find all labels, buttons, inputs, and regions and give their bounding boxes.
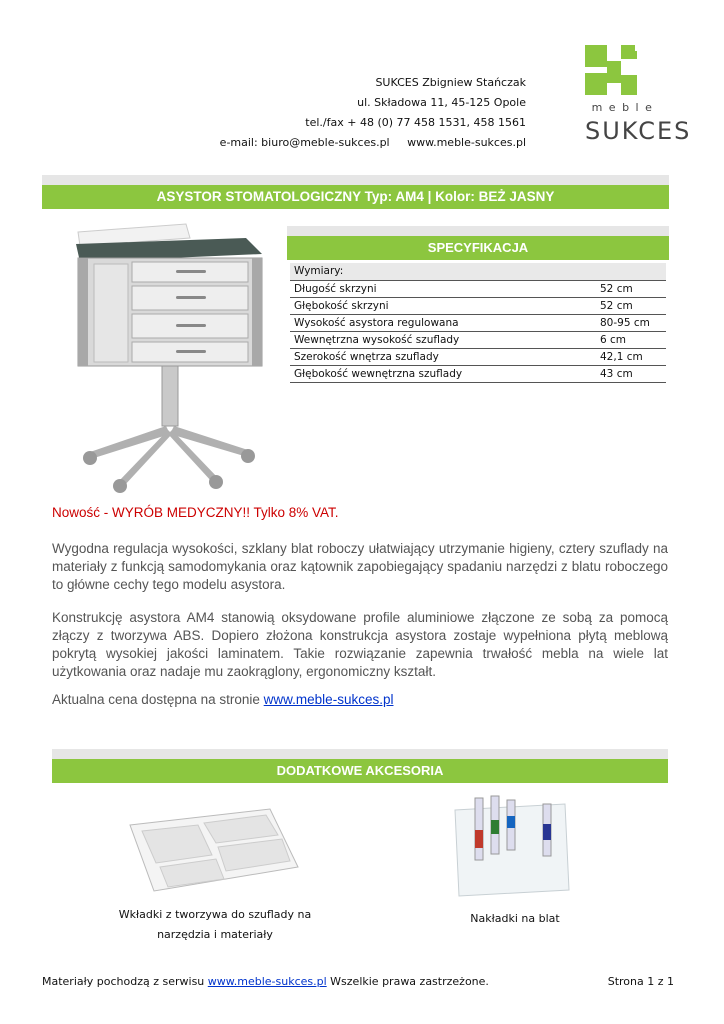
accessory-caption-stand: Nakładki na blat: [470, 912, 560, 925]
footer-prefix: Materiały pochodzą z serwisu: [42, 975, 205, 988]
page-number: Strona 1 z 1: [607, 975, 674, 988]
spec-heading: SPECYFIKACJA: [287, 236, 669, 260]
table-row: Głębokość skrzyni 52 cm: [290, 297, 666, 314]
spec-group-label: Wymiary:: [290, 263, 666, 280]
company-address: ul. Składowa 11, 45-125 Opole: [357, 96, 526, 109]
table-row: Wewnętrzna wysokość szuflady 6 cm: [290, 331, 666, 348]
accessories-divider: [52, 749, 668, 759]
company-phone: tel./fax + 48 (0) 77 458 1531, 458 1561: [305, 116, 526, 129]
spec-divider: [287, 226, 669, 236]
novelty-notice: Nowość - WYRÓB MEDYCZNY!! Tylko 8% VAT.: [52, 505, 339, 520]
drawer-insert-image: [120, 805, 300, 895]
table-row: Wysokość asystora regulowana 80-95 cm: [290, 314, 666, 331]
accessory-caption-inserts: Wkładki z tworzywa do szuflady na narzędzia i materiały: [118, 908, 312, 941]
company-website: www.meble-sukces.pl: [407, 136, 526, 149]
spec-table: [290, 263, 666, 383]
footer-suffix: Wszelkie prawa zastrzeżone.: [330, 975, 489, 988]
table-row: Szerokość wnętrza szuflady 42,1 cm: [290, 348, 666, 365]
logo-word-meble: meble: [591, 101, 659, 114]
product-title: ASYSTOR STOMATOLOGICZNY Typ: AM4 | Kolor: BEŻ JASNY: [42, 185, 669, 209]
price-link[interactable]: www.meble-sukces.pl: [263, 692, 394, 707]
logo-mark-icon: [585, 43, 645, 98]
title-divider: [42, 175, 669, 185]
price-notice: [52, 691, 668, 709]
company-email: e-mail: biuro@meble-sukces.pl: [219, 136, 390, 149]
description-paragraph-1: Wygodna regulacja wysokości, szklany blat roboczy ułatwiający utrzymanie higieny, cztery szuflady na materiały z funkcją samodomykania oraz kątownik zapobiegający spadaniu narzędzi z blatu roboczego to główne cechy tego modelu asystora.: [52, 541, 668, 592]
table-row: Głębokość wewnętrzna szuflady 43 cm: [290, 365, 666, 382]
price-text: Aktualna cena dostępna na stronie: [52, 692, 260, 707]
company-name: SUKCES Zbigniew Stańczak: [375, 76, 526, 89]
accessories-heading: DODATKOWE AKCESORIA: [52, 759, 668, 783]
dental-cart-image: [66, 220, 266, 500]
description-paragraph-2: Konstrukcję asystora AM4 stanowią oksydowane profile aluminiowe złączone ze sobą za pomocą złączy z tworzywa ABS. Dopiero złożona konstrukcja asystora zostaje wypełniona płytą meblową pokrytą wysokiej jakości laminatem. Takie rozwiązanie zapewnia trwałość mebla na wiele lat użytkowania oraz nadaje mu zaokrąglony, ergonomiczny kształt.: [52, 610, 668, 679]
countertop-stand-image: [445, 790, 575, 900]
page-footer: [42, 975, 674, 988]
brand-logo: [583, 43, 692, 153]
company-info: [166, 73, 526, 153]
logo-word-sukces: SUKCES: [585, 117, 692, 145]
footer-link[interactable]: www.meble-sukces.pl: [207, 975, 327, 988]
table-row: Długość skrzyni 52 cm: [290, 280, 666, 297]
